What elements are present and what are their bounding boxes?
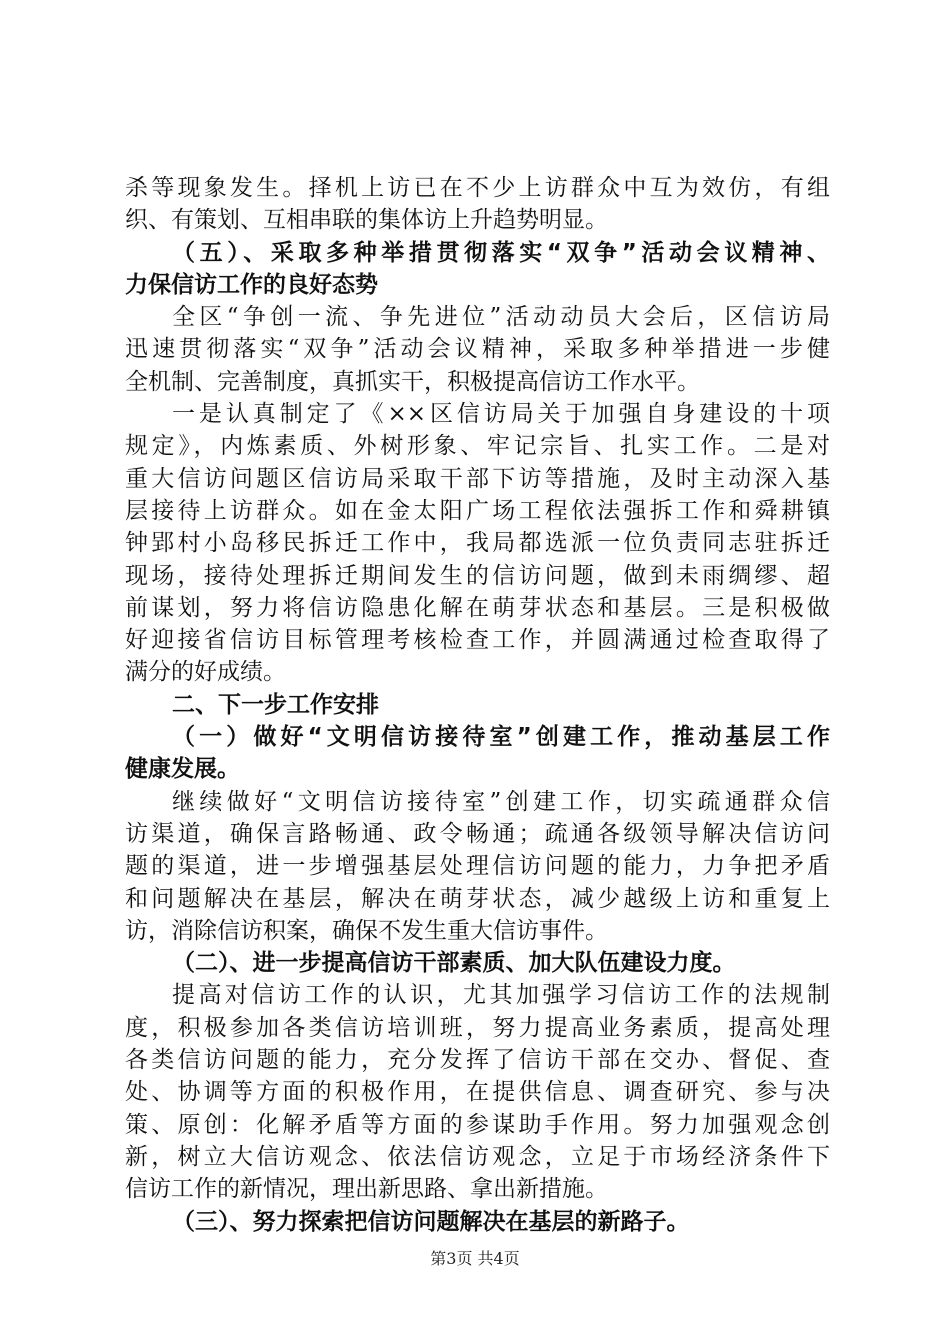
text-line: 策、原创：化解矛盾等方面的参谋助手作用。努力加强观念创 (125, 1111, 830, 1138)
text-line: 信访工作的新情况，理出新思路、拿出新措施。 (125, 1176, 608, 1203)
text-line: 度，积极参加各类信访培训班，努力提高业务素质，提高处理 (125, 1014, 830, 1041)
section-heading: （二）、进一步提高信访干部素质、加大队伍建设力度。 (172, 950, 736, 977)
text-line: 提高对信访工作的认识，尤其加强学习信访工作的法规制 (172, 982, 830, 1009)
text-line: 处、协调等方面的积极作用，在提供信息、调查研究、参与决 (125, 1079, 830, 1106)
text-line: 钟郢村小岛移民拆迁工作中，我局都选派一位负责同志驻拆迁 (125, 530, 830, 557)
text-line: 规定》，内炼素质、外树形象、牢记宗旨、扎实工作。二是对 (125, 433, 830, 460)
section-heading: （三）、努力探索把信访问题解决在基层的新路子。 (172, 1208, 690, 1235)
body-text (125, 172, 830, 1238)
section-heading: 力保信访工作的良好态势 (125, 271, 378, 298)
text-line: 访渠道，确保言路畅通、政令畅通；疏通各级领导解决信访问 (125, 820, 830, 847)
text-line: 各类信访问题的能力，充分发挥了信访干部在交办、督促、查 (125, 1047, 830, 1074)
section-heading: 健康发展。 (125, 756, 240, 783)
text-line: 现场，接待处理拆迁期间发生的信访问题，做到未雨绸缪、超 (125, 562, 830, 589)
text-line: 继续做好“文明信访接待室”创建工作，切实疏通群众信 (172, 788, 830, 815)
text-line: 层接待上访群众。如在金太阳广场工程依法强拆工作和舜耕镇 (125, 497, 830, 524)
text-line: 一是认真制定了《××区信访局关于加强自身建设的十项 (172, 401, 830, 428)
section-heading: （五）、采取多种举措贯彻落实“双争”活动会议精神、 (172, 239, 830, 266)
text-line: 织、有策划、互相串联的集体访上升趋势明显。 (125, 207, 608, 234)
text-line: 访，消除信访积案，确保不发生重大信访事件。 (125, 917, 608, 944)
text-line: 题的渠道，进一步增强基层处理信访问题的能力，力争把矛盾 (125, 853, 830, 880)
text-line: 前谋划，努力将信访隐患化解在萌芽状态和基层。三是积极做 (125, 594, 830, 621)
text-line: 全区“争创一流、争先进位”活动动员大会后，区信访局 (172, 304, 830, 331)
text-line: 和问题解决在基层，解决在萌芽状态，减少越级上访和重复上 (125, 885, 830, 912)
text-line: 全机制、完善制度，真抓实干，积极提高信访工作水平。 (125, 368, 700, 395)
section-heading: （一）做好“文明信访接待室”创建工作，推动基层工作 (172, 724, 830, 751)
text-line: 重大信访问题区信访局采取干部下访等措施，及时主动深入基 (125, 465, 830, 492)
text-line: 杀等现象发生。择机上访已在不少上访群众中互为效仿，有组 (125, 175, 830, 201)
section-heading: 二、下一步工作安排 (172, 691, 379, 718)
text-line: 迅速贯彻落实“双争”活动会议精神，采取多种举措进一步健 (125, 336, 830, 363)
text-line: 好迎接省信访目标管理考核检查工作，并圆满通过检查取得了 (125, 627, 830, 654)
text-line: 满分的好成绩。 (125, 659, 286, 686)
page-footer: 第3页 共4页 (430, 1249, 520, 1268)
text-line: 新，树立大信访观念、依法信访观念，立足于市场经济条件下 (125, 1143, 830, 1170)
